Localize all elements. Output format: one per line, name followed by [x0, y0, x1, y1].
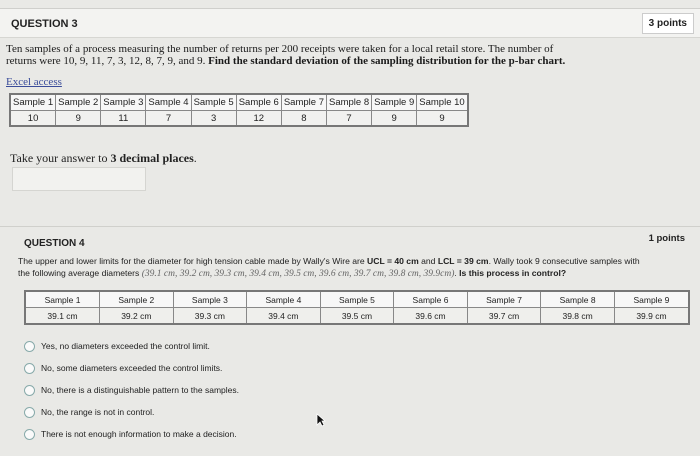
question-4-data-table — [24, 290, 690, 325]
question-4-points: 1 points — [648, 233, 685, 244]
text-segment: and — [418, 256, 438, 266]
radio-button[interactable] — [24, 341, 35, 352]
table-header-cell: Sample 7 — [281, 94, 326, 111]
instruction-bold: 3 decimal places — [110, 151, 194, 165]
table-cell: 39.7 cm — [467, 308, 541, 325]
table-header-cell: Sample 3 — [173, 291, 247, 308]
question-3-title: QUESTION 3 — [11, 18, 78, 30]
table-cell: 8 — [281, 111, 326, 127]
question-3-text-line2 — [6, 55, 606, 67]
option-yes-no-exceeded[interactable] — [24, 339, 210, 353]
question-4-text — [18, 255, 700, 280]
table-cell: 7 — [326, 111, 371, 127]
question-3-points: 3 points — [642, 13, 694, 34]
table-cell: 9 — [56, 111, 101, 127]
text-segment: . Wally took 9 consecutive samples with — [488, 256, 640, 266]
question-4-text-line2 — [18, 267, 700, 280]
table-cell: 3 — [191, 111, 236, 127]
table-header-cell: Sample 3 — [101, 94, 146, 111]
table-header-cell: Sample 10 — [417, 94, 468, 111]
option-label: No, some diameters exceeded the control limits. — [41, 363, 223, 373]
question-3-text-line1: Ten samples of a process measuring the number of returns per 200 receipts were taken for a local retail store. The number of — [6, 43, 554, 55]
instruction-text: Take your answer to — [10, 151, 111, 165]
question-4-title: QUESTION 4 — [24, 238, 85, 249]
option-no-range[interactable] — [24, 405, 154, 419]
table-header-cell: Sample 1 — [10, 94, 56, 111]
option-no-pattern[interactable] — [24, 383, 239, 397]
question-3-header — [0, 8, 700, 38]
table-header-cell: Sample 4 — [146, 94, 191, 111]
table-header-cell: Sample 5 — [320, 291, 394, 308]
table-header-cell: Sample 4 — [247, 291, 321, 308]
question-4-prompt: Is this process in control? — [459, 268, 567, 278]
option-label: Yes, no diameters exceeded the control limit. — [41, 341, 210, 351]
option-not-enough-info[interactable] — [24, 427, 237, 441]
table-cell: 39.9 cm — [614, 308, 689, 325]
table-cell: 9 — [372, 111, 417, 127]
table-header-cell: Sample 5 — [191, 94, 236, 111]
option-label: There is not enough information to make a decision. — [41, 429, 237, 439]
table-cell: 39.4 cm — [247, 308, 321, 325]
question-4-header — [0, 226, 700, 255]
table-cell: 39.2 cm — [100, 308, 174, 325]
option-no-some-exceeded[interactable] — [24, 361, 222, 375]
table-header-cell: Sample 1 — [25, 291, 100, 308]
option-label: No, there is a distinguishable pattern to the samples. — [41, 385, 239, 395]
table-cell: 9 — [417, 111, 468, 127]
instruction-end: . — [193, 151, 197, 165]
table-cell: 39.5 cm — [320, 308, 394, 325]
radio-button[interactable] — [24, 429, 35, 440]
table-header-row — [10, 94, 468, 111]
table-header-cell: Sample 8 — [326, 94, 371, 111]
table-header-cell: Sample 6 — [394, 291, 468, 308]
table-header-cell: Sample 2 — [56, 94, 101, 111]
table-cell: 12 — [236, 111, 281, 127]
table-cell: 39.1 cm — [25, 308, 100, 325]
text-segment: the following average diameters — [18, 268, 142, 278]
answer-input[interactable] — [12, 167, 146, 191]
table-cell: 10 — [10, 111, 56, 127]
radio-button[interactable] — [24, 407, 35, 418]
question-3-text — [6, 43, 606, 67]
radio-button[interactable] — [24, 385, 35, 396]
mouse-cursor-icon — [316, 413, 326, 427]
table-cell: 11 — [101, 111, 146, 127]
question-3-instruction — [10, 151, 197, 166]
option-label: No, the range is not in control. — [41, 407, 155, 417]
lcl-value: LCL = 39 cm — [437, 256, 489, 266]
radio-button[interactable] — [24, 363, 35, 374]
table-cell: 7 — [146, 111, 191, 127]
table-row — [10, 111, 468, 127]
table-header-cell: Sample 6 — [236, 94, 281, 111]
excel-access-link[interactable]: Excel access — [6, 76, 62, 88]
question-3-data-table — [9, 93, 469, 127]
table-cell: 39.8 cm — [541, 308, 615, 325]
table-header-row — [25, 291, 689, 308]
text-segment: The upper and lower limits for the diameter for high tension cable made by Wally's Wire are — [18, 256, 368, 266]
table-header-cell: Sample 9 — [372, 94, 417, 111]
question-3-text-bold: Find the standard deviation of the sampling distribution for the p-bar chart. — [208, 55, 566, 67]
question-4-text-line1 — [18, 255, 700, 267]
table-header-cell: Sample 8 — [541, 291, 615, 308]
ucl-value: UCL = 40 cm — [367, 256, 419, 266]
table-cell: 39.3 cm — [173, 308, 247, 325]
diameters-list: (39.1 cm, 39.2 cm, 39.3 cm, 39.4 cm, 39.5 cm, 39.6 cm, 39.7 cm, 39.8 cm, 39.9cm) — [141, 269, 455, 279]
question-3-text-plain: returns were 10, 9, 11, 7, 3, 12, 8, 7, 9, and 9. — [6, 55, 209, 67]
table-header-cell: Sample 9 — [614, 291, 689, 308]
table-header-cell: Sample 7 — [467, 291, 541, 308]
table-row — [25, 308, 689, 325]
table-header-cell: Sample 2 — [100, 291, 174, 308]
table-cell: 39.6 cm — [394, 308, 468, 325]
text-segment: . — [454, 268, 460, 278]
